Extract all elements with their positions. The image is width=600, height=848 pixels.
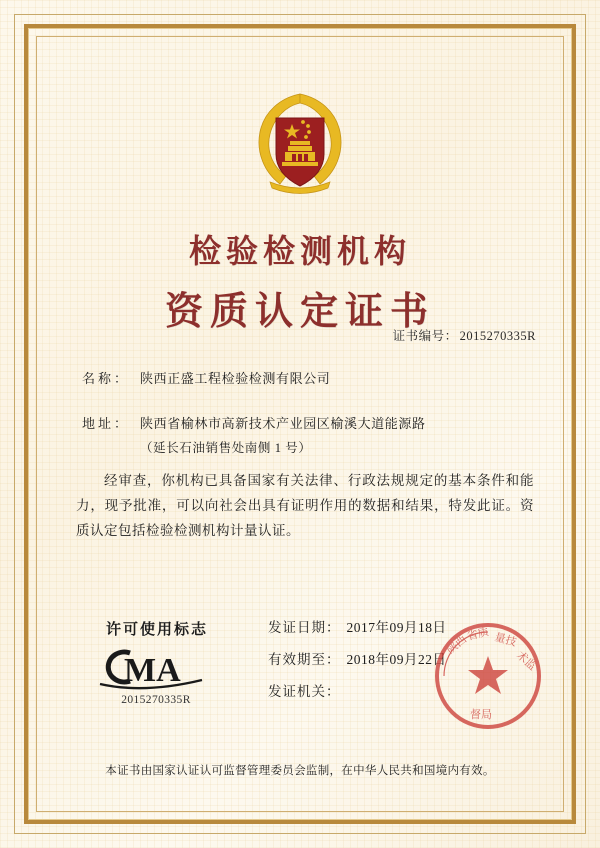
certificate-number-value: 2015270335R	[459, 329, 536, 343]
certificate-content	[48, 48, 552, 800]
cma-mark-icon	[94, 644, 218, 690]
issue-date-value: 2017年09月18日	[346, 620, 447, 635]
issuing-authority-row	[268, 680, 518, 712]
title-block	[48, 226, 552, 335]
issuing-authority-label: 发证机关：	[268, 684, 341, 699]
field-address	[82, 413, 536, 432]
field-name	[82, 368, 536, 387]
field-address-label: 地址：	[82, 416, 131, 431]
valid-until-value: 2018年09月22日	[346, 652, 447, 667]
mark-section-title: 许可使用标志	[106, 622, 209, 638]
certificate-number-label: 证书编号：	[392, 329, 458, 343]
mark-code: 2015270335R	[121, 694, 191, 706]
valid-until-row	[268, 648, 518, 680]
issue-date-row	[268, 616, 518, 648]
valid-until-label: 有效期至：	[268, 652, 341, 667]
field-address-value: 陕西省榆林市高新技术产业园区榆溪大道能源路	[140, 416, 426, 431]
svg-text:督局: 督局	[470, 709, 492, 721]
issue-info-block	[268, 616, 518, 712]
national-emblem-icon	[240, 90, 360, 202]
field-address-line2: （延长石油销售处南侧 1 号）	[140, 441, 312, 455]
field-name-value: 陕西正盛工程检验检测有限公司	[140, 371, 331, 386]
field-name-label: 名称：	[82, 371, 131, 386]
certificate-number	[393, 326, 536, 344]
svg-text:陕西: 陕西	[444, 633, 470, 657]
title-line-1: 检验检测机构	[188, 233, 411, 269]
issue-date-label: 发证日期：	[268, 620, 341, 635]
svg-text:量技: 量技	[493, 631, 518, 649]
svg-text:术监: 术监	[513, 649, 539, 673]
body-paragraph: 经审查，你机构已具备国家有关法律、行政法规规定的基本条件和能力，现予批准，可以向社会出具有证明作用的数据和结果，特发此证。资质认定包括检验检测机构计量认证。	[76, 473, 534, 538]
svg-text:省质: 省质	[465, 625, 491, 643]
svg-text:MA: MA	[124, 652, 181, 689]
footer-note: 本证书由国家认证认可监督管理委员会监制，在中华人民共和国境内有效。	[105, 765, 495, 777]
title-line-2: 资质认定证书	[164, 291, 435, 333]
